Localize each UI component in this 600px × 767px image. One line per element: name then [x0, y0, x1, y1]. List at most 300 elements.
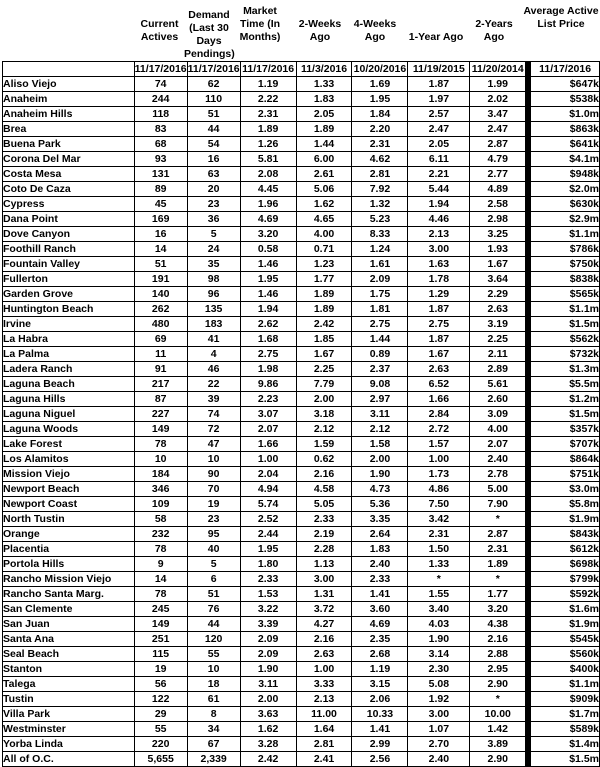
value-cell: 1.95 — [352, 92, 408, 107]
value-cell: 4.27 — [296, 617, 352, 632]
price-cell: $3.0m — [531, 482, 600, 497]
date-cell: 11/19/2015 — [408, 62, 470, 77]
price-cell: $560k — [531, 647, 600, 662]
col-header-average-active-list-price: Average Active List Price — [523, 5, 599, 30]
value-cell: 2.68 — [352, 647, 408, 662]
value-cell: 1.44 — [352, 332, 408, 347]
value-cell: 1.33 — [296, 77, 352, 92]
value-cell: 67 — [187, 737, 240, 752]
value-cell: 6.11 — [408, 152, 470, 167]
table-row — [3, 242, 600, 257]
city-name: Anaheim — [3, 92, 135, 107]
value-cell: 120 — [187, 632, 240, 647]
value-cell: 1.95 — [240, 272, 296, 287]
value-cell: 1.46 — [240, 287, 296, 302]
city-name: Cypress — [3, 197, 135, 212]
value-cell: 62 — [187, 77, 240, 92]
value-cell: 2.11 — [470, 347, 526, 362]
city-name: San Clemente — [3, 602, 135, 617]
value-cell: 5.44 — [408, 182, 470, 197]
value-cell: 1.96 — [240, 197, 296, 212]
value-cell: 1.83 — [352, 542, 408, 557]
value-cell: 2.16 — [296, 467, 352, 482]
value-cell: 1.87 — [408, 302, 470, 317]
value-cell: 1.87 — [408, 77, 470, 92]
date-row-label-cell — [3, 62, 135, 77]
price-cell: $707k — [531, 437, 600, 452]
table-row — [3, 587, 600, 602]
table-row — [3, 392, 600, 407]
value-cell: 9.08 — [352, 377, 408, 392]
price-cell: $612k — [531, 542, 600, 557]
value-cell: 7.79 — [296, 377, 352, 392]
table-row — [3, 692, 600, 707]
value-cell: 4.00 — [296, 227, 352, 242]
value-cell: 1.66 — [240, 437, 296, 452]
value-cell: 76 — [187, 602, 240, 617]
value-cell: 5 — [187, 227, 240, 242]
value-cell: 1.67 — [296, 347, 352, 362]
price-cell: $1.7m — [531, 707, 600, 722]
value-cell: 1.68 — [240, 332, 296, 347]
date-cell: 11/17/2016 — [134, 63, 187, 75]
price-cell: $1.4m — [531, 737, 600, 752]
table-row — [3, 737, 600, 752]
value-cell: 1.33 — [408, 557, 470, 572]
value-cell: 2.62 — [240, 317, 296, 332]
value-cell: 58 — [134, 512, 187, 527]
table-row — [3, 332, 600, 347]
price-cell: $750k — [531, 257, 600, 272]
value-cell: 1.69 — [352, 77, 408, 92]
value-cell: 7.90 — [470, 497, 526, 512]
value-cell: 2.40 — [352, 557, 408, 572]
value-cell: 1.44 — [296, 137, 352, 152]
value-cell: 2.75 — [352, 317, 408, 332]
value-cell: 1.62 — [296, 197, 352, 212]
table-row — [3, 197, 600, 212]
date-cell: 11/17/2016 — [242, 63, 295, 75]
value-cell: * — [408, 572, 470, 587]
value-cell: 1.94 — [408, 197, 470, 212]
value-cell: 2.60 — [470, 392, 526, 407]
value-cell: 1.87 — [408, 332, 470, 347]
value-cell: 3.40 — [408, 602, 470, 617]
value-cell: 1.00 — [240, 452, 296, 467]
value-cell: 5.23 — [352, 212, 408, 227]
city-name: Costa Mesa — [3, 167, 135, 182]
value-cell: 2.13 — [408, 227, 470, 242]
value-cell: 2.23 — [240, 392, 296, 407]
table-row — [3, 362, 600, 377]
city-name: Ladera Ranch — [3, 362, 135, 377]
value-cell: 24 — [187, 242, 240, 257]
value-cell: 131 — [134, 167, 187, 182]
price-cell: $5.5m — [531, 377, 600, 392]
value-cell: 2.81 — [296, 737, 352, 752]
value-cell: 1.59 — [296, 437, 352, 452]
value-cell: 10 — [187, 452, 240, 467]
city-name: Santa Ana — [3, 632, 135, 647]
value-cell: 2.07 — [240, 422, 296, 437]
value-cell: 6.52 — [408, 377, 470, 392]
price-cell: $562k — [531, 332, 600, 347]
value-cell: 3.42 — [408, 512, 470, 527]
value-cell: 2.63 — [408, 362, 470, 377]
table-row — [3, 632, 600, 647]
value-cell: 2.09 — [352, 272, 408, 287]
city-name: San Juan — [3, 617, 135, 632]
value-cell: 2.42 — [240, 752, 296, 767]
value-cell: 2.12 — [352, 422, 408, 437]
value-cell: 11 — [134, 347, 187, 362]
value-cell: 4.86 — [408, 482, 470, 497]
value-cell: 55 — [187, 647, 240, 662]
date-cell: 11/17/2016 — [531, 62, 600, 77]
price-cell: $1.5m — [531, 317, 600, 332]
value-cell: 3.60 — [352, 602, 408, 617]
value-cell: 56 — [134, 677, 187, 692]
value-cell: 1.19 — [240, 77, 296, 92]
value-cell: 1.77 — [470, 587, 526, 602]
col-header-market-time: Market Time (In Months) — [239, 5, 281, 43]
city-name: Newport Beach — [3, 482, 135, 497]
value-cell: 2.33 — [296, 512, 352, 527]
value-cell: 2.64 — [352, 527, 408, 542]
value-cell: 0.62 — [296, 452, 352, 467]
value-cell: 98 — [187, 272, 240, 287]
value-cell: 1.94 — [240, 302, 296, 317]
price-cell: $863k — [531, 122, 600, 137]
value-cell: 1.89 — [296, 122, 352, 137]
value-cell: 1.19 — [352, 662, 408, 677]
value-cell: 51 — [134, 257, 187, 272]
price-cell: $732k — [531, 347, 600, 362]
price-cell: $799k — [531, 572, 600, 587]
value-cell: 78 — [134, 542, 187, 557]
value-cell: 51 — [187, 107, 240, 122]
value-cell: 1.41 — [352, 587, 408, 602]
value-cell: 3.20 — [470, 602, 526, 617]
value-cell: 90 — [187, 467, 240, 482]
price-cell: $2.9m — [531, 212, 600, 227]
value-cell: 4.89 — [470, 182, 526, 197]
date-row — [3, 62, 600, 77]
value-cell: 1.99 — [470, 77, 526, 92]
table-row — [3, 317, 600, 332]
value-cell: 227 — [134, 407, 187, 422]
city-name: Rancho Santa Marg. — [3, 587, 135, 602]
city-name: Laguna Niguel — [3, 407, 135, 422]
value-cell: 3.28 — [240, 737, 296, 752]
city-name: Foothill Ranch — [3, 242, 135, 257]
table-row — [3, 122, 600, 137]
value-cell: 2.33 — [240, 572, 296, 587]
value-cell: 3.00 — [408, 242, 470, 257]
value-cell: 1.89 — [296, 302, 352, 317]
value-cell: 2.25 — [470, 332, 526, 347]
city-name: Anaheim Hills — [3, 107, 135, 122]
value-cell: 54 — [187, 137, 240, 152]
table-row — [3, 572, 600, 587]
value-cell: 46 — [187, 362, 240, 377]
value-cell: 3.33 — [296, 677, 352, 692]
value-cell: 44 — [187, 617, 240, 632]
value-cell: 78 — [134, 587, 187, 602]
value-cell: 6.00 — [296, 152, 352, 167]
table-row — [3, 302, 600, 317]
value-cell: 2.33 — [352, 572, 408, 587]
value-cell: 5.81 — [240, 152, 296, 167]
value-cell: 1.89 — [296, 287, 352, 302]
value-cell: 87 — [134, 392, 187, 407]
value-cell: 2,339 — [187, 752, 240, 767]
value-cell: 2.81 — [352, 167, 408, 182]
table-row — [3, 452, 600, 467]
value-cell: 4.03 — [408, 617, 470, 632]
city-name: Fountain Valley — [3, 257, 135, 272]
value-cell: 3.25 — [470, 227, 526, 242]
city-name: Lake Forest — [3, 437, 135, 452]
value-cell: 2.12 — [296, 422, 352, 437]
value-cell: 11.00 — [296, 707, 352, 722]
value-cell: 2.75 — [240, 347, 296, 362]
value-cell: 1.97 — [408, 92, 470, 107]
value-cell: 1.63 — [408, 257, 470, 272]
value-cell: 2.78 — [470, 467, 526, 482]
value-cell: 2.13 — [296, 692, 352, 707]
table-row — [3, 542, 600, 557]
value-cell: 149 — [134, 422, 187, 437]
value-cell: 2.09 — [240, 632, 296, 647]
value-cell: 3.09 — [470, 407, 526, 422]
value-cell: 3.11 — [240, 677, 296, 692]
value-cell: 35 — [187, 257, 240, 272]
col-header-current-actives: Current Actives — [140, 18, 179, 43]
city-name: Tustin — [3, 692, 135, 707]
value-cell: 3.39 — [240, 617, 296, 632]
city-name: Fullerton — [3, 272, 135, 287]
city-name: North Tustin — [3, 512, 135, 527]
value-cell: 16 — [187, 152, 240, 167]
value-cell: 3.15 — [352, 677, 408, 692]
value-cell: 4.00 — [470, 422, 526, 437]
table-row — [3, 257, 600, 272]
value-cell: 2.35 — [352, 632, 408, 647]
value-cell: 1.80 — [240, 557, 296, 572]
price-cell: $1.2m — [531, 392, 600, 407]
price-cell: $1.5m — [531, 407, 600, 422]
date-cell: 11/3/2016 — [296, 62, 352, 77]
value-cell: 1.07 — [408, 722, 470, 737]
value-cell: 346 — [134, 482, 187, 497]
value-cell: 1.64 — [296, 722, 352, 737]
value-cell: 149 — [134, 617, 187, 632]
value-cell: 1.41 — [352, 722, 408, 737]
table-row — [3, 437, 600, 452]
value-cell: 7.92 — [352, 182, 408, 197]
value-cell: 4.65 — [296, 212, 352, 227]
city-name: Seal Beach — [3, 647, 135, 662]
value-cell: 96 — [187, 287, 240, 302]
value-cell: 1.90 — [240, 662, 296, 677]
value-cell: 1.90 — [352, 467, 408, 482]
col-header-1-year-ago: 1-Year Ago — [408, 31, 464, 43]
value-cell: 95 — [187, 527, 240, 542]
price-cell: $1.6m — [531, 602, 600, 617]
value-cell: 109 — [134, 497, 187, 512]
table-row — [3, 182, 600, 197]
date-cell: 11/20/2014 — [471, 63, 524, 75]
table-row — [3, 92, 600, 107]
value-cell: 2.00 — [296, 392, 352, 407]
value-cell: 5.74 — [240, 497, 296, 512]
value-cell: 1.92 — [408, 692, 470, 707]
value-cell: 9 — [134, 557, 187, 572]
price-cell: $592k — [531, 587, 600, 602]
table-row — [3, 422, 600, 437]
value-cell: 36 — [187, 212, 240, 227]
value-cell: 480 — [134, 317, 187, 332]
value-cell: 2.28 — [296, 542, 352, 557]
value-cell: 1.50 — [408, 542, 470, 557]
price-cell: $1.3m — [531, 362, 600, 377]
value-cell: 1.32 — [352, 197, 408, 212]
value-cell: 217 — [134, 377, 187, 392]
value-cell: 122 — [134, 692, 187, 707]
price-cell: $2.0m — [531, 182, 600, 197]
value-cell: 2.99 — [352, 737, 408, 752]
city-name: Rancho Mission Viejo — [3, 572, 135, 587]
table-row — [3, 137, 600, 152]
value-cell: 9.86 — [240, 377, 296, 392]
value-cell: 3.14 — [408, 647, 470, 662]
value-cell: 0.58 — [240, 242, 296, 257]
value-cell: 16 — [134, 227, 187, 242]
value-cell: 1.57 — [408, 437, 470, 452]
value-cell: 3.89 — [470, 737, 526, 752]
city-name: Laguna Woods — [3, 422, 135, 437]
value-cell: 2.08 — [240, 167, 296, 182]
price-cell: $698k — [531, 557, 600, 572]
value-cell: 2.58 — [470, 197, 526, 212]
value-cell: 2.98 — [470, 212, 526, 227]
value-cell: 2.56 — [352, 752, 408, 767]
city-name: Talega — [3, 677, 135, 692]
value-cell: 1.61 — [352, 257, 408, 272]
table-row — [3, 347, 600, 362]
value-cell: 2.00 — [352, 452, 408, 467]
value-cell: 40 — [187, 542, 240, 557]
table-row — [3, 752, 600, 767]
city-name: Westminster — [3, 722, 135, 737]
value-cell: 245 — [134, 602, 187, 617]
price-cell: $1.1m — [531, 227, 600, 242]
value-cell: 2.40 — [408, 752, 470, 767]
value-cell: 110 — [187, 92, 240, 107]
city-name: Villa Park — [3, 707, 135, 722]
value-cell: 70 — [187, 482, 240, 497]
city-name: Los Alamitos — [3, 452, 135, 467]
value-cell: * — [470, 512, 526, 527]
value-cell: 3.22 — [240, 602, 296, 617]
value-cell: 1.85 — [296, 332, 352, 347]
value-cell: 1.81 — [352, 302, 408, 317]
value-cell: 5.05 — [296, 497, 352, 512]
price-cell: $751k — [531, 467, 600, 482]
value-cell: 3.00 — [296, 572, 352, 587]
table-header — [0, 0, 600, 61]
table-row — [3, 407, 600, 422]
value-cell: 2.42 — [296, 317, 352, 332]
value-cell: 47 — [187, 437, 240, 452]
value-cell: 74 — [187, 407, 240, 422]
value-cell: 3.63 — [240, 707, 296, 722]
value-cell: 22 — [187, 377, 240, 392]
value-cell: 5.08 — [408, 677, 470, 692]
value-cell: 3.35 — [352, 512, 408, 527]
value-cell: 232 — [134, 527, 187, 542]
value-cell: 10 — [134, 452, 187, 467]
value-cell: 2.87 — [470, 137, 526, 152]
value-cell: 5 — [187, 557, 240, 572]
value-cell: 1.62 — [240, 722, 296, 737]
price-cell: $1.0m — [531, 107, 600, 122]
value-cell: 3.20 — [240, 227, 296, 242]
value-cell: 2.63 — [296, 647, 352, 662]
value-cell: 20 — [187, 182, 240, 197]
city-name: La Palma — [3, 347, 135, 362]
city-name: Orange — [3, 527, 135, 542]
value-cell: 4.69 — [352, 617, 408, 632]
price-cell: $909k — [531, 692, 600, 707]
value-cell: 2.47 — [470, 122, 526, 137]
value-cell: 2.31 — [352, 137, 408, 152]
city-name: Garden Grove — [3, 287, 135, 302]
table-row — [3, 707, 600, 722]
value-cell: 3.47 — [470, 107, 526, 122]
col-header-demand: Demand (Last 30 Days Pendings) — [184, 9, 235, 60]
value-cell: 2.04 — [240, 467, 296, 482]
value-cell: 2.95 — [470, 662, 526, 677]
table-row — [3, 77, 600, 92]
city-name: Yorba Linda — [3, 737, 135, 752]
value-cell: 4.58 — [296, 482, 352, 497]
value-cell: 2.41 — [296, 752, 352, 767]
city-name: Newport Coast — [3, 497, 135, 512]
value-cell: 2.57 — [408, 107, 470, 122]
price-cell: $838k — [531, 272, 600, 287]
value-cell: 2.20 — [352, 122, 408, 137]
value-cell: 2.88 — [470, 647, 526, 662]
value-cell: 2.30 — [408, 662, 470, 677]
city-name: Corona Del Mar — [3, 152, 135, 167]
value-cell: 55 — [134, 722, 187, 737]
value-cell: 74 — [134, 77, 187, 92]
city-name: Laguna Hills — [3, 392, 135, 407]
city-name: Portola Hills — [3, 557, 135, 572]
value-cell: 5,655 — [134, 752, 187, 767]
value-cell: 29 — [134, 707, 187, 722]
city-name: Laguna Beach — [3, 377, 135, 392]
price-cell: $538k — [531, 92, 600, 107]
value-cell: 1.89 — [240, 122, 296, 137]
value-cell: 2.40 — [470, 452, 526, 467]
value-cell: 1.55 — [408, 587, 470, 602]
value-cell: 1.93 — [470, 242, 526, 257]
value-cell: 1.73 — [408, 467, 470, 482]
table-row — [3, 677, 600, 692]
